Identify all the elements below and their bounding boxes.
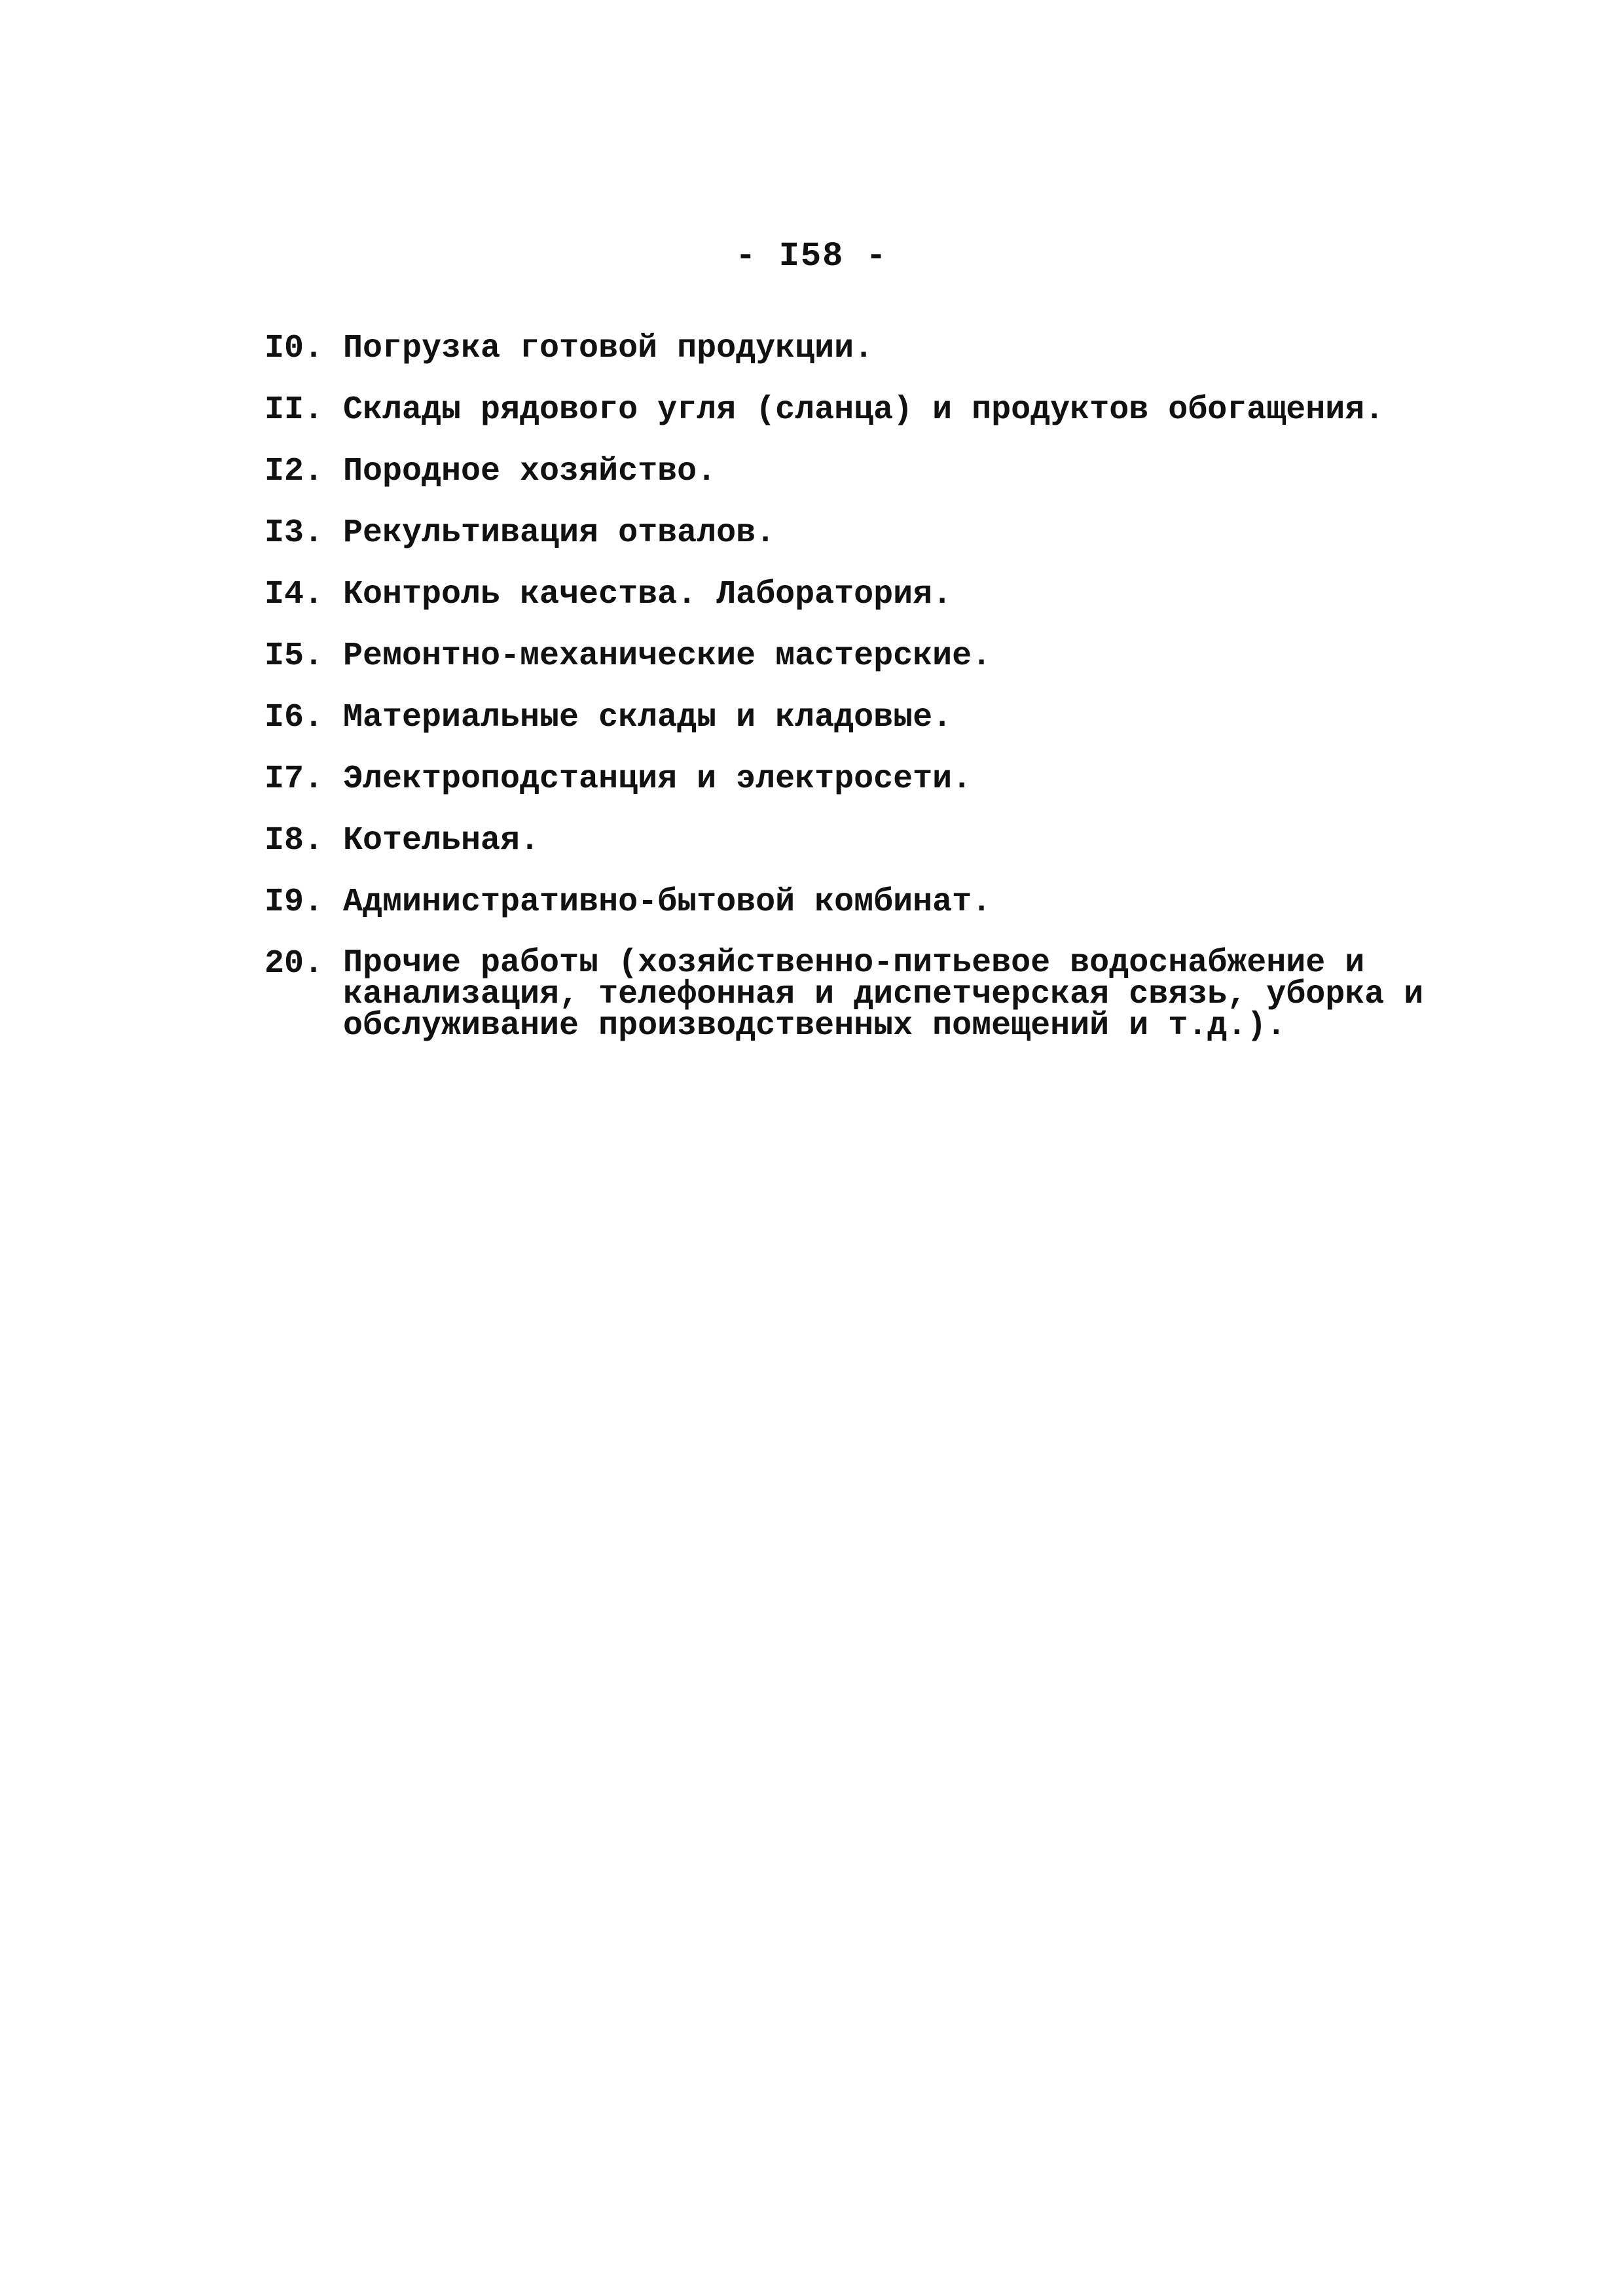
item-text-line: обслуживание производственных помещений и т.д.). <box>343 1007 1286 1045</box>
list-item <box>264 822 1456 886</box>
list-item <box>264 514 1456 579</box>
item-text: Котельная. <box>343 822 540 859</box>
item-number: I0. <box>264 330 324 367</box>
list-item <box>264 453 1456 517</box>
item-list <box>264 330 1456 1045</box>
list-item <box>264 391 1456 456</box>
item-number: I4. <box>264 576 324 613</box>
list-item <box>264 576 1456 640</box>
item-text: Породное хозяйство. <box>343 453 717 490</box>
item-number: I3. <box>264 514 324 552</box>
list-item <box>264 332 1456 394</box>
item-text-line: канализация, телефонная и диспетчерская связь, уборка и <box>343 976 1424 1013</box>
page-number: - I58 - <box>735 237 888 276</box>
item-number: II. <box>264 391 324 429</box>
item-text: Погрузка готовой продукции. <box>343 330 874 367</box>
item-text: Электроподстанция и электросети. <box>343 761 972 798</box>
item-text: Контроль качества. Лаборатория. <box>343 576 953 613</box>
item-number: I2. <box>264 453 324 490</box>
item-number: I5. <box>264 637 324 675</box>
item-number: I7. <box>264 761 324 798</box>
item-text: Административно-бытовой комбинат. <box>343 884 992 921</box>
item-text <box>343 944 1456 1045</box>
item-text: Рекультивация отвалов. <box>343 514 776 552</box>
list-item <box>264 944 1456 1045</box>
list-item <box>264 637 1456 702</box>
item-text: Ремонтно-механические мастерские. <box>343 637 992 675</box>
item-number: I9. <box>264 884 324 921</box>
list-item <box>264 886 1456 948</box>
item-text: Склады рядового угля (сланца) и продуктов обогащения. <box>343 391 1385 429</box>
list-item <box>264 763 1456 825</box>
item-number: 20. <box>264 945 324 982</box>
list-item <box>264 699 1456 763</box>
item-number: I8. <box>264 822 324 859</box>
item-text-line: Прочие работы (хозяйственно-питьевое водоснабжение и <box>343 944 1365 982</box>
item-number: I6. <box>264 699 324 736</box>
item-text: Материальные склады и кладовые. <box>343 699 953 736</box>
